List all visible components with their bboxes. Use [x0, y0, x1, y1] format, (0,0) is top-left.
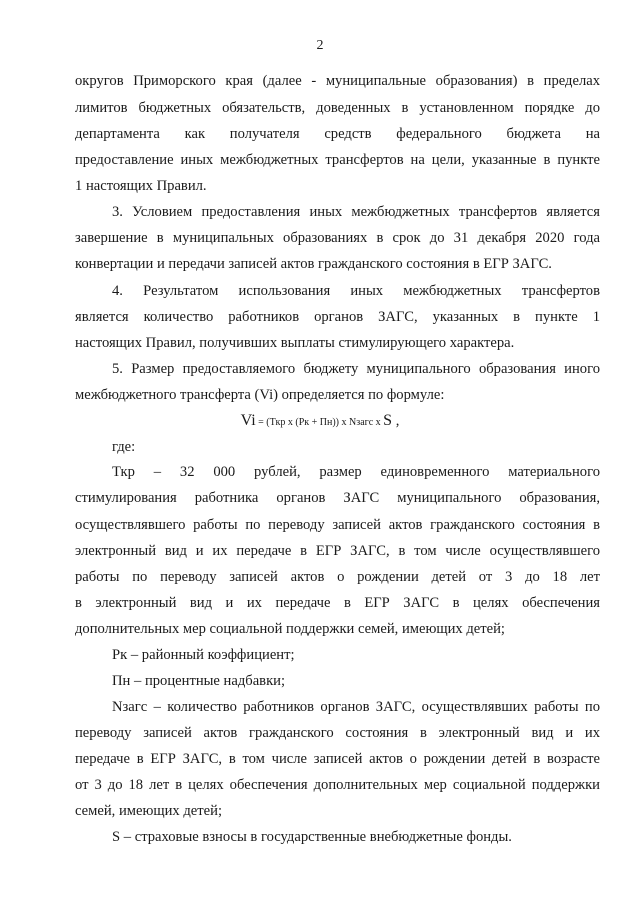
- paragraph-4-line-1: 4. Результатом использования иных межбюджетных трансфертов: [112, 283, 600, 299]
- nzags-line-1: Nзагс – количество работников органов ЗАГС, осуществлявших работы по: [112, 699, 600, 715]
- paragraph-3-line-1: 3. Условием предоставления иных межбюджетных трансфертов является: [112, 204, 600, 220]
- page-number: 2: [316, 38, 324, 53]
- formula: [0, 412, 640, 430]
- paragraph-1-line-5: 1 настоящих Правил.: [75, 178, 207, 194]
- paragraph-3-line-3: конвертации и передачи записей актов гражданского состояния в ЕГР ЗАГС.: [75, 256, 552, 272]
- formula-lhs: Vi: [240, 412, 256, 429]
- paragraph-5-line-2: межбюджетного трансферта (Vi) определяется по формуле:: [75, 387, 445, 403]
- formula-s: S: [383, 412, 393, 429]
- tkr-line-5: работы по переводу записей актов о рождении детей от 3 до 18 лет: [75, 569, 600, 585]
- formula-tkr: Ткр: [269, 417, 286, 428]
- paragraph-1-line-1: округов Приморского края (далее - муниципальные образования) в пределах: [75, 73, 600, 89]
- nzags-line-2: переводу записей актов гражданского состояния в электронный вид и их: [75, 725, 600, 741]
- paragraph-1-line-3: департамента как получателя средств федерального бюджета на: [75, 126, 600, 142]
- paragraph-1-line-4: предоставление иных межбюджетных трансфертов на цели, указанные в пункте: [75, 152, 600, 168]
- formula-close: )) x: [332, 417, 350, 428]
- paragraph-4-line-2: является количество работников органов ЗАГС, указанных в пункте 1: [75, 309, 600, 325]
- paragraph-1-line-2: лимитов бюджетных обязательств, доведенных в установленном порядке до: [75, 100, 600, 116]
- tkr-line-4: электронный вид и их передаче в ЕГР ЗАГС, в том числе осуществлявшего: [75, 543, 600, 559]
- formula-pk: Рк: [298, 417, 310, 428]
- pk-definition: Рк – районный коэффициент;: [112, 647, 295, 663]
- formula-x1: x (: [285, 417, 299, 428]
- paragraph-3-line-2: завершение в муниципальных образованиях в срок до 31 декабря 2020 года: [75, 230, 600, 246]
- s-definition: S – страховые взносы в государственные внебюджетные фонды.: [112, 829, 512, 845]
- formula-tail: ,: [392, 413, 400, 429]
- formula-nzags: Nзагс: [349, 417, 374, 428]
- tkr-line-2: стимулирования работника органов ЗАГС муниципального образования,: [75, 490, 600, 506]
- pn-definition: Пн – процентные надбавки;: [112, 673, 286, 689]
- formula-pn: Пн: [319, 417, 333, 428]
- tkr-line-3: осуществлявшего работы по переводу записей актов гражданского состояния в: [75, 517, 600, 533]
- tkr-line-7: дополнительных мер социальной поддержки семей, имеющих детей;: [75, 621, 505, 637]
- formula-x2: x: [373, 417, 384, 428]
- nzags-line-3: передаче в ЕГР ЗАГС, в том числе записей актов о рождении детей в возрасте: [75, 751, 600, 767]
- formula-plus: +: [309, 417, 320, 428]
- formula-eq: = (: [255, 417, 270, 428]
- tkr-line-1: Ткр – 32 000 рублей, размер единовременного материального: [112, 464, 600, 480]
- tkr-line-6: в электронный вид и их передаче в ЕГР ЗАГС в целях обеспечения: [75, 595, 600, 611]
- where-label: где:: [112, 439, 136, 455]
- paragraph-5-line-1: 5. Размер предоставляемого бюджету муниципального образования иного: [112, 361, 600, 377]
- nzags-line-4: от 3 до 18 лет в целях обеспечения дополнительных мер социальной поддержки: [75, 777, 600, 793]
- nzags-line-5: семей, имеющих детей;: [75, 803, 222, 819]
- paragraph-4-line-3: настоящих Правил, получивших выплаты стимулирующего характера.: [75, 335, 515, 351]
